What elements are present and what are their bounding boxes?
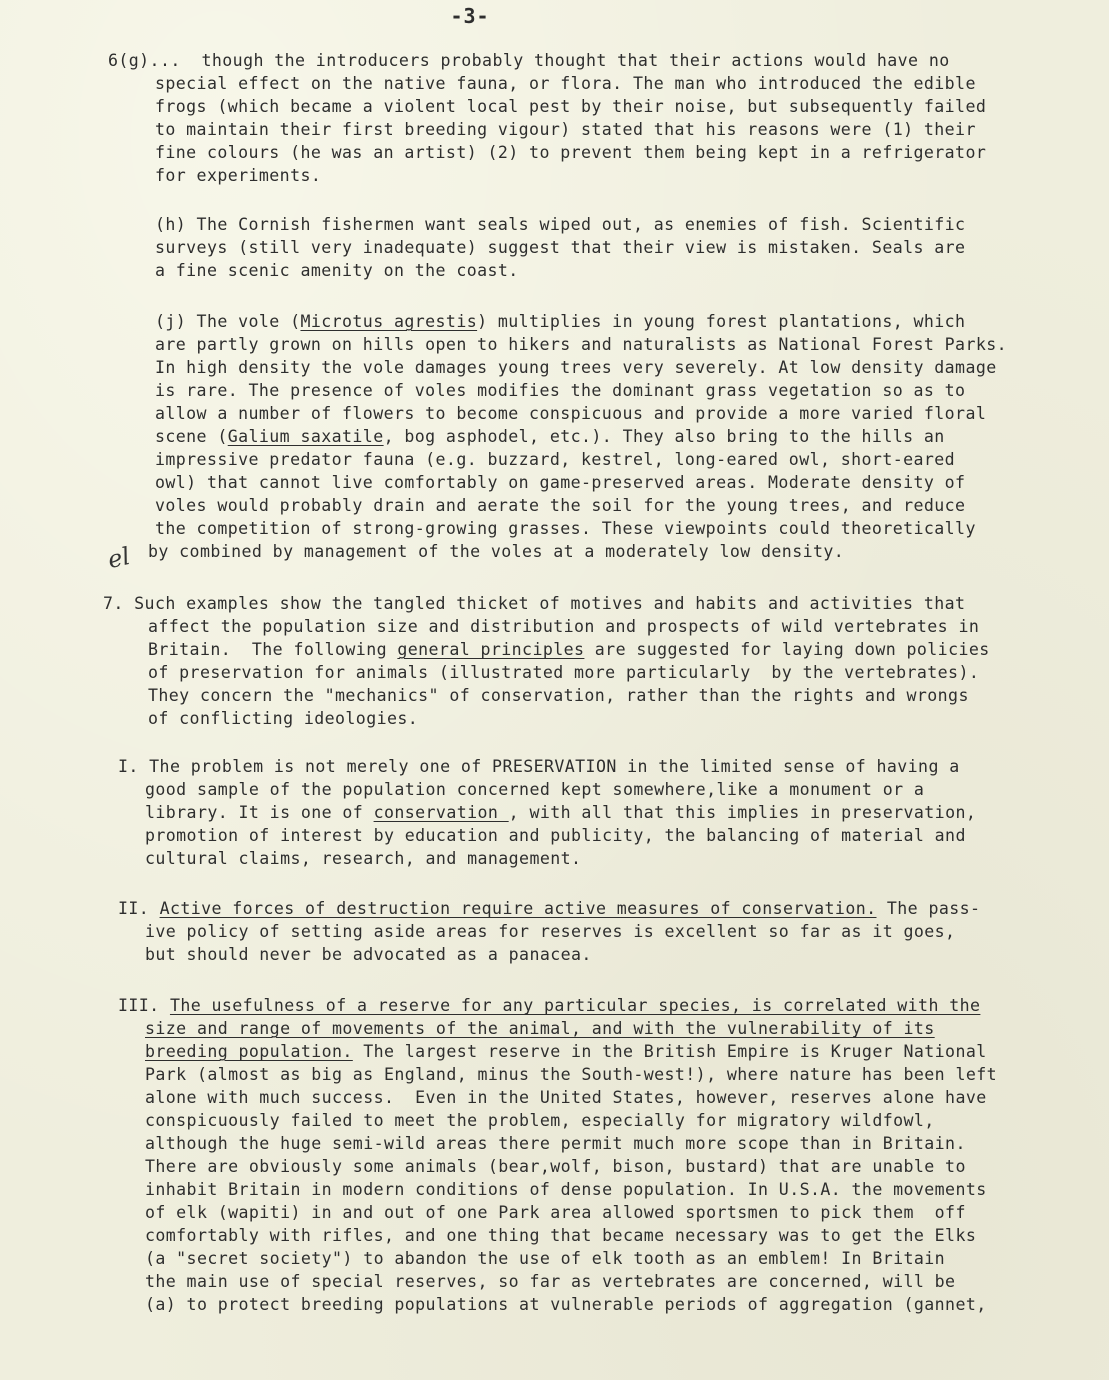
text-segment: frogs (which became a violent local pest by their noise, but subsequently failed	[155, 97, 987, 116]
text-line	[145, 1041, 987, 1063]
text-segment: voles would probably drain and aerate the soil for the young trees, and reduce	[155, 496, 966, 515]
text-line	[155, 403, 986, 425]
text-line	[145, 825, 966, 847]
text-line	[155, 334, 1007, 356]
text-line	[148, 662, 979, 684]
text-line	[145, 1179, 987, 1201]
text-segment: the main use of special reserves, so far as vertebrates are concerned, will be	[145, 1272, 956, 1291]
text-line	[148, 639, 990, 661]
text-line	[145, 1294, 987, 1316]
text-line	[148, 541, 844, 563]
text-segment: conspicuously failed to meet the problem, especially for migratory wildfowl,	[145, 1111, 935, 1130]
text-segment: There are obviously some animals (bear,wolf, bison, bustard) that are unable to	[145, 1157, 966, 1176]
text-segment: but should never be advocated as a panacea.	[145, 945, 592, 964]
text-segment: impressive predator fauna (e.g. buzzard, kestrel, long-eared owl, short-eared	[155, 450, 956, 469]
text-segment: affect the population size and distribution and prospects of wild vertebrates in	[148, 617, 980, 636]
text-segment: II.	[118, 899, 160, 918]
text-segment: surveys (still very inadequate) suggest that their view is mistaken. Seals are	[155, 238, 966, 257]
text-segment: scene (	[155, 427, 228, 446]
text-segment: allow a number of flowers to become conspicuous and provide a more varied floral	[155, 404, 987, 423]
text-segment: ive policy of setting aside areas for reserves is excellent so far as it goes,	[145, 922, 956, 941]
text-segment: are suggested for laying down policies	[584, 640, 990, 659]
text-line	[148, 616, 979, 638]
text-segment: fine colours (he was an artist) (2) to prevent them being kept in a refrigerator	[155, 143, 987, 162]
text-segment: are partly grown on hills open to hikers and naturalists as National Forest Parks.	[155, 335, 1008, 354]
text-segment: Britain. The following	[148, 640, 398, 659]
text-segment: They concern the "mechanics" of conservation, rather than the rights and wrongs	[148, 686, 969, 705]
text-segment: is rare. The presence of voles modifies the dominant grass vegetation so as to	[155, 381, 966, 400]
handwritten-margin-note: el	[105, 542, 133, 574]
text-segment: for experiments.	[155, 166, 322, 185]
text-line	[145, 1064, 997, 1086]
text-line	[108, 50, 950, 72]
text-line	[145, 944, 592, 966]
text-segment: to maintain their first breeding vigour) stated that his reasons were (1) their	[155, 120, 976, 139]
text-line	[155, 119, 976, 141]
text-line	[155, 237, 965, 259]
text-line	[145, 1248, 945, 1270]
text-segment: a fine scenic amenity on the coast.	[155, 261, 519, 280]
text-line	[145, 1225, 976, 1247]
text-segment: promotion of interest by education and publicity, the balancing of material and	[145, 826, 966, 845]
text-segment: (h) The Cornish fishermen want seals wiped out, as enemies of fish. Scientific	[155, 215, 966, 234]
text-line	[145, 1271, 955, 1293]
text-line	[118, 756, 960, 778]
text-segment: I. The problem is not merely one of PRESERVATION in the limited sense of having a	[118, 757, 960, 776]
text-line	[118, 995, 980, 1017]
text-segment: III.	[118, 996, 170, 1015]
page-number: -3-	[450, 4, 490, 28]
text-segment: (j) The vole (	[155, 312, 301, 331]
text-segment: of elk (wapiti) in and out of one Park area allowed sportsmen to pick them off	[145, 1203, 966, 1222]
text-segment: comfortably with rifles, and one thing that became necessary was to get the Elks	[145, 1226, 977, 1245]
text-segment: library. It is one of	[145, 803, 374, 822]
text-segment: alone with much success. Even in the United States, however, reserves alone have	[145, 1088, 987, 1107]
underlined-text: general principles	[397, 640, 585, 659]
text-segment: The largest reserve in the British Empire is Kruger National	[352, 1042, 987, 1061]
text-line	[103, 593, 965, 615]
text-segment: ) multiplies in young forest plantations, which	[477, 312, 966, 331]
underlined-text: size and range of movements of the animal, and with the vulnerability of its	[145, 1019, 935, 1038]
underlined-text: Galium saxatile	[227, 427, 384, 446]
text-segment: good sample of the population concerned kept somewhere,like a monument or a	[145, 780, 925, 799]
text-segment: The pass-	[876, 899, 981, 918]
text-segment: by combined by management of the voles at a moderately low density.	[148, 542, 845, 561]
text-segment: 6(g)... though the introducers probably thought that their actions would have no	[108, 51, 950, 70]
text-segment: the competition of strong-growing grasses. These viewpoints could theoretically	[155, 519, 976, 538]
text-line	[155, 472, 965, 494]
text-line	[155, 357, 997, 379]
text-line	[145, 1133, 966, 1155]
text-line	[155, 142, 986, 164]
text-line	[155, 380, 965, 402]
text-segment: (a) to protect breeding populations at vulnerable periods of aggregation (gannet,	[145, 1295, 987, 1314]
text-segment: (a "secret society") to abandon the use of elk tooth as an emblem! In Britain	[145, 1249, 946, 1268]
text-segment: of conflicting ideologies.	[148, 709, 419, 728]
text-segment: 7. Such examples show the tangled thicket of motives and habits and activities that	[103, 594, 966, 613]
text-line	[145, 779, 924, 801]
text-line	[155, 165, 321, 187]
underlined-text: The usefulness of a reserve for any particular species, is correlated with the	[169, 996, 981, 1015]
text-line	[148, 708, 418, 730]
text-line	[145, 848, 581, 870]
text-line	[155, 495, 965, 517]
text-line	[145, 1202, 966, 1224]
text-line	[145, 1156, 966, 1178]
text-segment: , bog asphodel, etc.). They also bring to the hills an	[383, 427, 945, 446]
underlined-text: Microtus agrestis	[300, 312, 478, 331]
text-line	[145, 802, 976, 824]
text-line	[118, 898, 980, 920]
text-segment: owl) that cannot live comfortably on game-preserved areas. Moderate density of	[155, 473, 966, 492]
text-line	[145, 1110, 935, 1132]
text-segment: , with all that this implies in preservation,	[508, 803, 977, 822]
text-line	[155, 449, 955, 471]
underlined-text: conservation	[373, 803, 509, 822]
text-line	[155, 260, 519, 282]
text-line	[145, 1018, 935, 1040]
underlined-text: breeding population.	[145, 1042, 353, 1061]
text-line	[155, 214, 965, 236]
text-line	[155, 518, 976, 540]
text-line	[155, 426, 945, 448]
text-line	[145, 921, 955, 943]
text-segment: special effect on the native fauna, or flora. The man who introduced the edible	[155, 74, 976, 93]
text-segment: of preservation for animals (illustrated more particularly by the vertebrates).	[148, 663, 980, 682]
text-segment: although the huge semi-wild areas there permit much more scope than in Britain.	[145, 1134, 966, 1153]
text-line	[155, 73, 976, 95]
text-segment: cultural claims, research, and management.	[145, 849, 582, 868]
text-line	[145, 1087, 987, 1109]
text-line	[155, 311, 965, 333]
text-segment: In high density the vole damages young trees very severely. At low density damage	[155, 358, 997, 377]
underlined-text: Active forces of destruction require active measures of conservation.	[159, 899, 877, 918]
text-segment: Park (almost as big as England, minus the South-west!), where nature has been left	[145, 1065, 998, 1084]
text-line	[155, 96, 986, 118]
text-line	[148, 685, 969, 707]
text-segment: inhabit Britain in modern conditions of dense population. In U.S.A. the movements	[145, 1180, 987, 1199]
